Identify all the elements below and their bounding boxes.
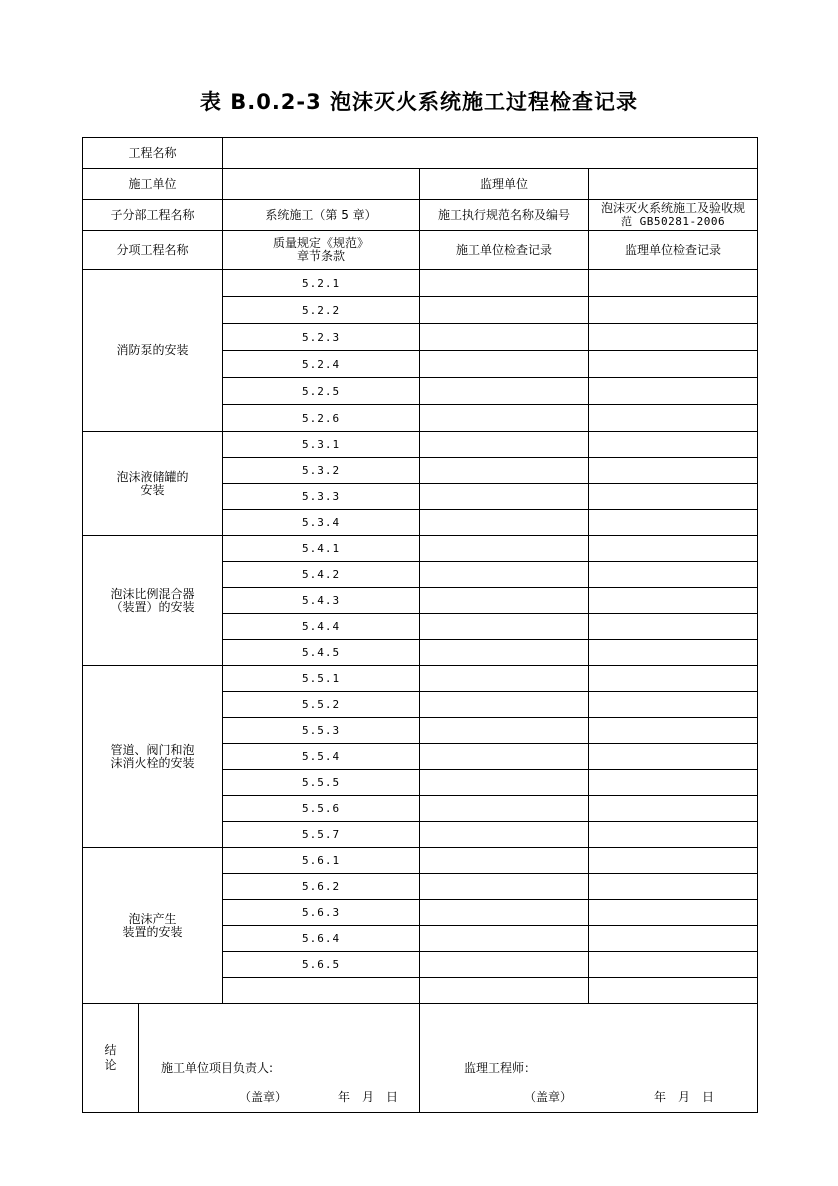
clause-label-line1: 质量规定《规范》 xyxy=(273,236,370,250)
clause-label-line2: 章节条款 xyxy=(297,249,346,263)
clause-number: 5.2.6 xyxy=(223,405,420,432)
supervision-signature-area[interactable] xyxy=(420,1004,758,1113)
construction-check-cell[interactable] xyxy=(420,978,589,1004)
construction-check-cell[interactable] xyxy=(420,640,589,666)
supervision-signer-label: 监理工程师： xyxy=(464,1061,537,1075)
clause-number: 5.2.5 xyxy=(223,378,420,405)
supervision-check-cell[interactable] xyxy=(589,458,758,484)
standard-value xyxy=(589,200,758,231)
page-title: 表 B.0.2-3 泡沫灭火系统施工过程检查记录 xyxy=(199,90,639,114)
supervision-check-cell[interactable] xyxy=(589,900,758,926)
item-project-name xyxy=(83,432,223,536)
clause-number: 5.5.7 xyxy=(223,822,420,848)
item-project-label: 分项工程名称 xyxy=(83,231,223,270)
supervision-check-label: 监理单位检查记录 xyxy=(589,231,758,270)
construction-check-cell[interactable] xyxy=(420,770,589,796)
supervision-check-cell[interactable] xyxy=(589,484,758,510)
supervision-check-cell[interactable] xyxy=(589,510,758,536)
inspection-record-table xyxy=(82,137,758,1113)
clause-number: 5.3.2 xyxy=(223,458,420,484)
clause-number: 5.6.2 xyxy=(223,874,420,900)
construction-check-cell[interactable] xyxy=(420,562,589,588)
clause-row xyxy=(83,666,758,692)
supervision-check-cell[interactable] xyxy=(589,874,758,900)
construction-check-cell[interactable] xyxy=(420,744,589,770)
clause-number: 5.6.1 xyxy=(223,848,420,874)
construction-unit-field[interactable] xyxy=(223,169,420,200)
item-project-name-line1: 消防泵的安装 xyxy=(116,343,189,357)
conclusion-label xyxy=(83,1004,139,1113)
construction-check-label: 施工单位检查记录 xyxy=(420,231,589,270)
construction-check-cell[interactable] xyxy=(420,324,589,351)
item-project-name-line2: 装置的安装 xyxy=(122,924,183,939)
supervision-check-cell[interactable] xyxy=(589,297,758,324)
construction-signature-area[interactable] xyxy=(139,1004,420,1113)
construction-check-cell[interactable] xyxy=(420,536,589,562)
supervision-check-cell[interactable] xyxy=(589,432,758,458)
sub-project-value: 系统施工（第 5 章） xyxy=(223,200,420,231)
construction-check-cell[interactable] xyxy=(420,432,589,458)
supervision-check-cell[interactable] xyxy=(589,796,758,822)
supervision-check-cell[interactable] xyxy=(589,744,758,770)
clause-row xyxy=(83,536,758,562)
clause-number xyxy=(223,978,420,1004)
construction-unit-label: 施工单位 xyxy=(83,169,223,200)
construction-check-cell[interactable] xyxy=(420,822,589,848)
clause-row xyxy=(83,432,758,458)
supervision-unit-field[interactable] xyxy=(589,169,758,200)
clause-number: 5.4.1 xyxy=(223,536,420,562)
conclusion-label-text: 结论 xyxy=(104,1043,117,1072)
standard-label: 施工执行规范名称及编号 xyxy=(420,200,589,231)
clause-number: 5.5.3 xyxy=(223,718,420,744)
clause-number: 5.6.4 xyxy=(223,926,420,952)
clause-row xyxy=(83,848,758,874)
construction-check-cell[interactable] xyxy=(420,351,589,378)
supervision-check-cell[interactable] xyxy=(589,562,758,588)
item-project-name-line1: 泡沫比例混合器 xyxy=(110,586,195,601)
project-name-field[interactable] xyxy=(223,138,758,169)
item-project-name xyxy=(83,270,223,432)
construction-check-cell[interactable] xyxy=(420,270,589,297)
clause-number: 5.4.5 xyxy=(223,640,420,666)
clause-number: 5.5.6 xyxy=(223,796,420,822)
supervision-check-cell[interactable] xyxy=(589,324,758,351)
conclusion-row xyxy=(83,1004,758,1113)
clause-number: 5.2.3 xyxy=(223,324,420,351)
construction-check-cell[interactable] xyxy=(420,666,589,692)
clause-number: 5.5.4 xyxy=(223,744,420,770)
supervision-date-label: 年 月 日 xyxy=(654,1090,715,1104)
clause-number: 5.6.5 xyxy=(223,952,420,978)
clause-label xyxy=(223,231,420,270)
clause-number: 5.4.3 xyxy=(223,588,420,614)
supervision-check-cell[interactable] xyxy=(589,926,758,952)
clause-number: 5.6.3 xyxy=(223,900,420,926)
clause-number: 5.3.3 xyxy=(223,484,420,510)
clause-number: 5.2.1 xyxy=(223,270,420,297)
construction-check-cell[interactable] xyxy=(420,718,589,744)
construction-check-cell[interactable] xyxy=(420,952,589,978)
project-name-row xyxy=(83,138,758,169)
supervision-check-cell[interactable] xyxy=(589,378,758,405)
item-project-name xyxy=(83,666,223,848)
supervision-check-cell[interactable] xyxy=(589,952,758,978)
item-project-name-line2: 沫消火栓的安装 xyxy=(110,755,195,770)
item-project-name-line1: 管道、阀门和泡 xyxy=(110,742,195,757)
supervision-unit-label: 监理单位 xyxy=(420,169,589,200)
clause-number: 5.3.1 xyxy=(223,432,420,458)
construction-check-cell[interactable] xyxy=(420,405,589,432)
construction-check-cell[interactable] xyxy=(420,796,589,822)
item-project-name-line2: （装置）的安装 xyxy=(110,599,195,614)
supervision-check-cell[interactable] xyxy=(589,718,758,744)
construction-check-cell[interactable] xyxy=(420,614,589,640)
supervision-check-cell[interactable] xyxy=(589,692,758,718)
supervision-check-cell[interactable] xyxy=(589,770,758,796)
standard-value-line2: 范 GB50281-2006 xyxy=(620,215,726,228)
clause-number: 5.5.5 xyxy=(223,770,420,796)
clause-number: 5.2.2 xyxy=(223,297,420,324)
supervision-check-cell[interactable] xyxy=(589,614,758,640)
standard-value-line1: 泡沫灭火系统施工及验收规 xyxy=(601,201,746,215)
supervision-seal-label: （盖章） xyxy=(524,1090,573,1104)
sub-project-label: 子分部工程名称 xyxy=(83,200,223,231)
clause-number: 5.5.1 xyxy=(223,666,420,692)
construction-check-cell[interactable] xyxy=(420,926,589,952)
construction-check-cell[interactable] xyxy=(420,692,589,718)
supervision-check-cell[interactable] xyxy=(589,588,758,614)
construction-check-cell[interactable] xyxy=(420,874,589,900)
supervision-check-cell[interactable] xyxy=(589,640,758,666)
clause-row xyxy=(83,270,758,297)
item-project-name xyxy=(83,536,223,666)
item-project-name-line1: 泡沫液储罐的 xyxy=(116,469,189,484)
supervision-check-cell[interactable] xyxy=(589,848,758,874)
item-project-name-line1: 泡沫产生 xyxy=(128,911,177,926)
clause-number: 5.2.4 xyxy=(223,351,420,378)
clause-number: 5.4.2 xyxy=(223,562,420,588)
supervision-check-cell[interactable] xyxy=(589,978,758,1004)
supervision-check-cell[interactable] xyxy=(589,351,758,378)
construction-signer-label: 施工单位项目负责人: xyxy=(161,1061,274,1075)
column-header-row xyxy=(83,231,758,270)
supervision-check-cell[interactable] xyxy=(589,270,758,297)
clause-number: 5.5.2 xyxy=(223,692,420,718)
supervision-check-cell[interactable] xyxy=(589,666,758,692)
construction-check-cell[interactable] xyxy=(420,510,589,536)
supervision-check-cell[interactable] xyxy=(589,536,758,562)
clause-number: 5.4.4 xyxy=(223,614,420,640)
construction-check-cell[interactable] xyxy=(420,378,589,405)
supervision-check-cell[interactable] xyxy=(589,822,758,848)
construction-date-label: 年 月 日 xyxy=(338,1090,399,1104)
supervision-check-cell[interactable] xyxy=(589,405,758,432)
unit-row xyxy=(83,169,758,200)
construction-check-cell[interactable] xyxy=(420,458,589,484)
clause-number: 5.3.4 xyxy=(223,510,420,536)
construction-check-cell[interactable] xyxy=(420,848,589,874)
construction-check-cell[interactable] xyxy=(420,900,589,926)
construction-check-cell[interactable] xyxy=(420,588,589,614)
sub-project-row xyxy=(83,200,758,231)
item-project-name xyxy=(83,848,223,1004)
item-project-name-line2: 安装 xyxy=(140,482,165,497)
project-name-label: 工程名称 xyxy=(83,138,223,169)
construction-check-cell[interactable] xyxy=(420,297,589,324)
construction-check-cell[interactable] xyxy=(420,484,589,510)
construction-seal-label: （盖章） xyxy=(239,1090,288,1104)
